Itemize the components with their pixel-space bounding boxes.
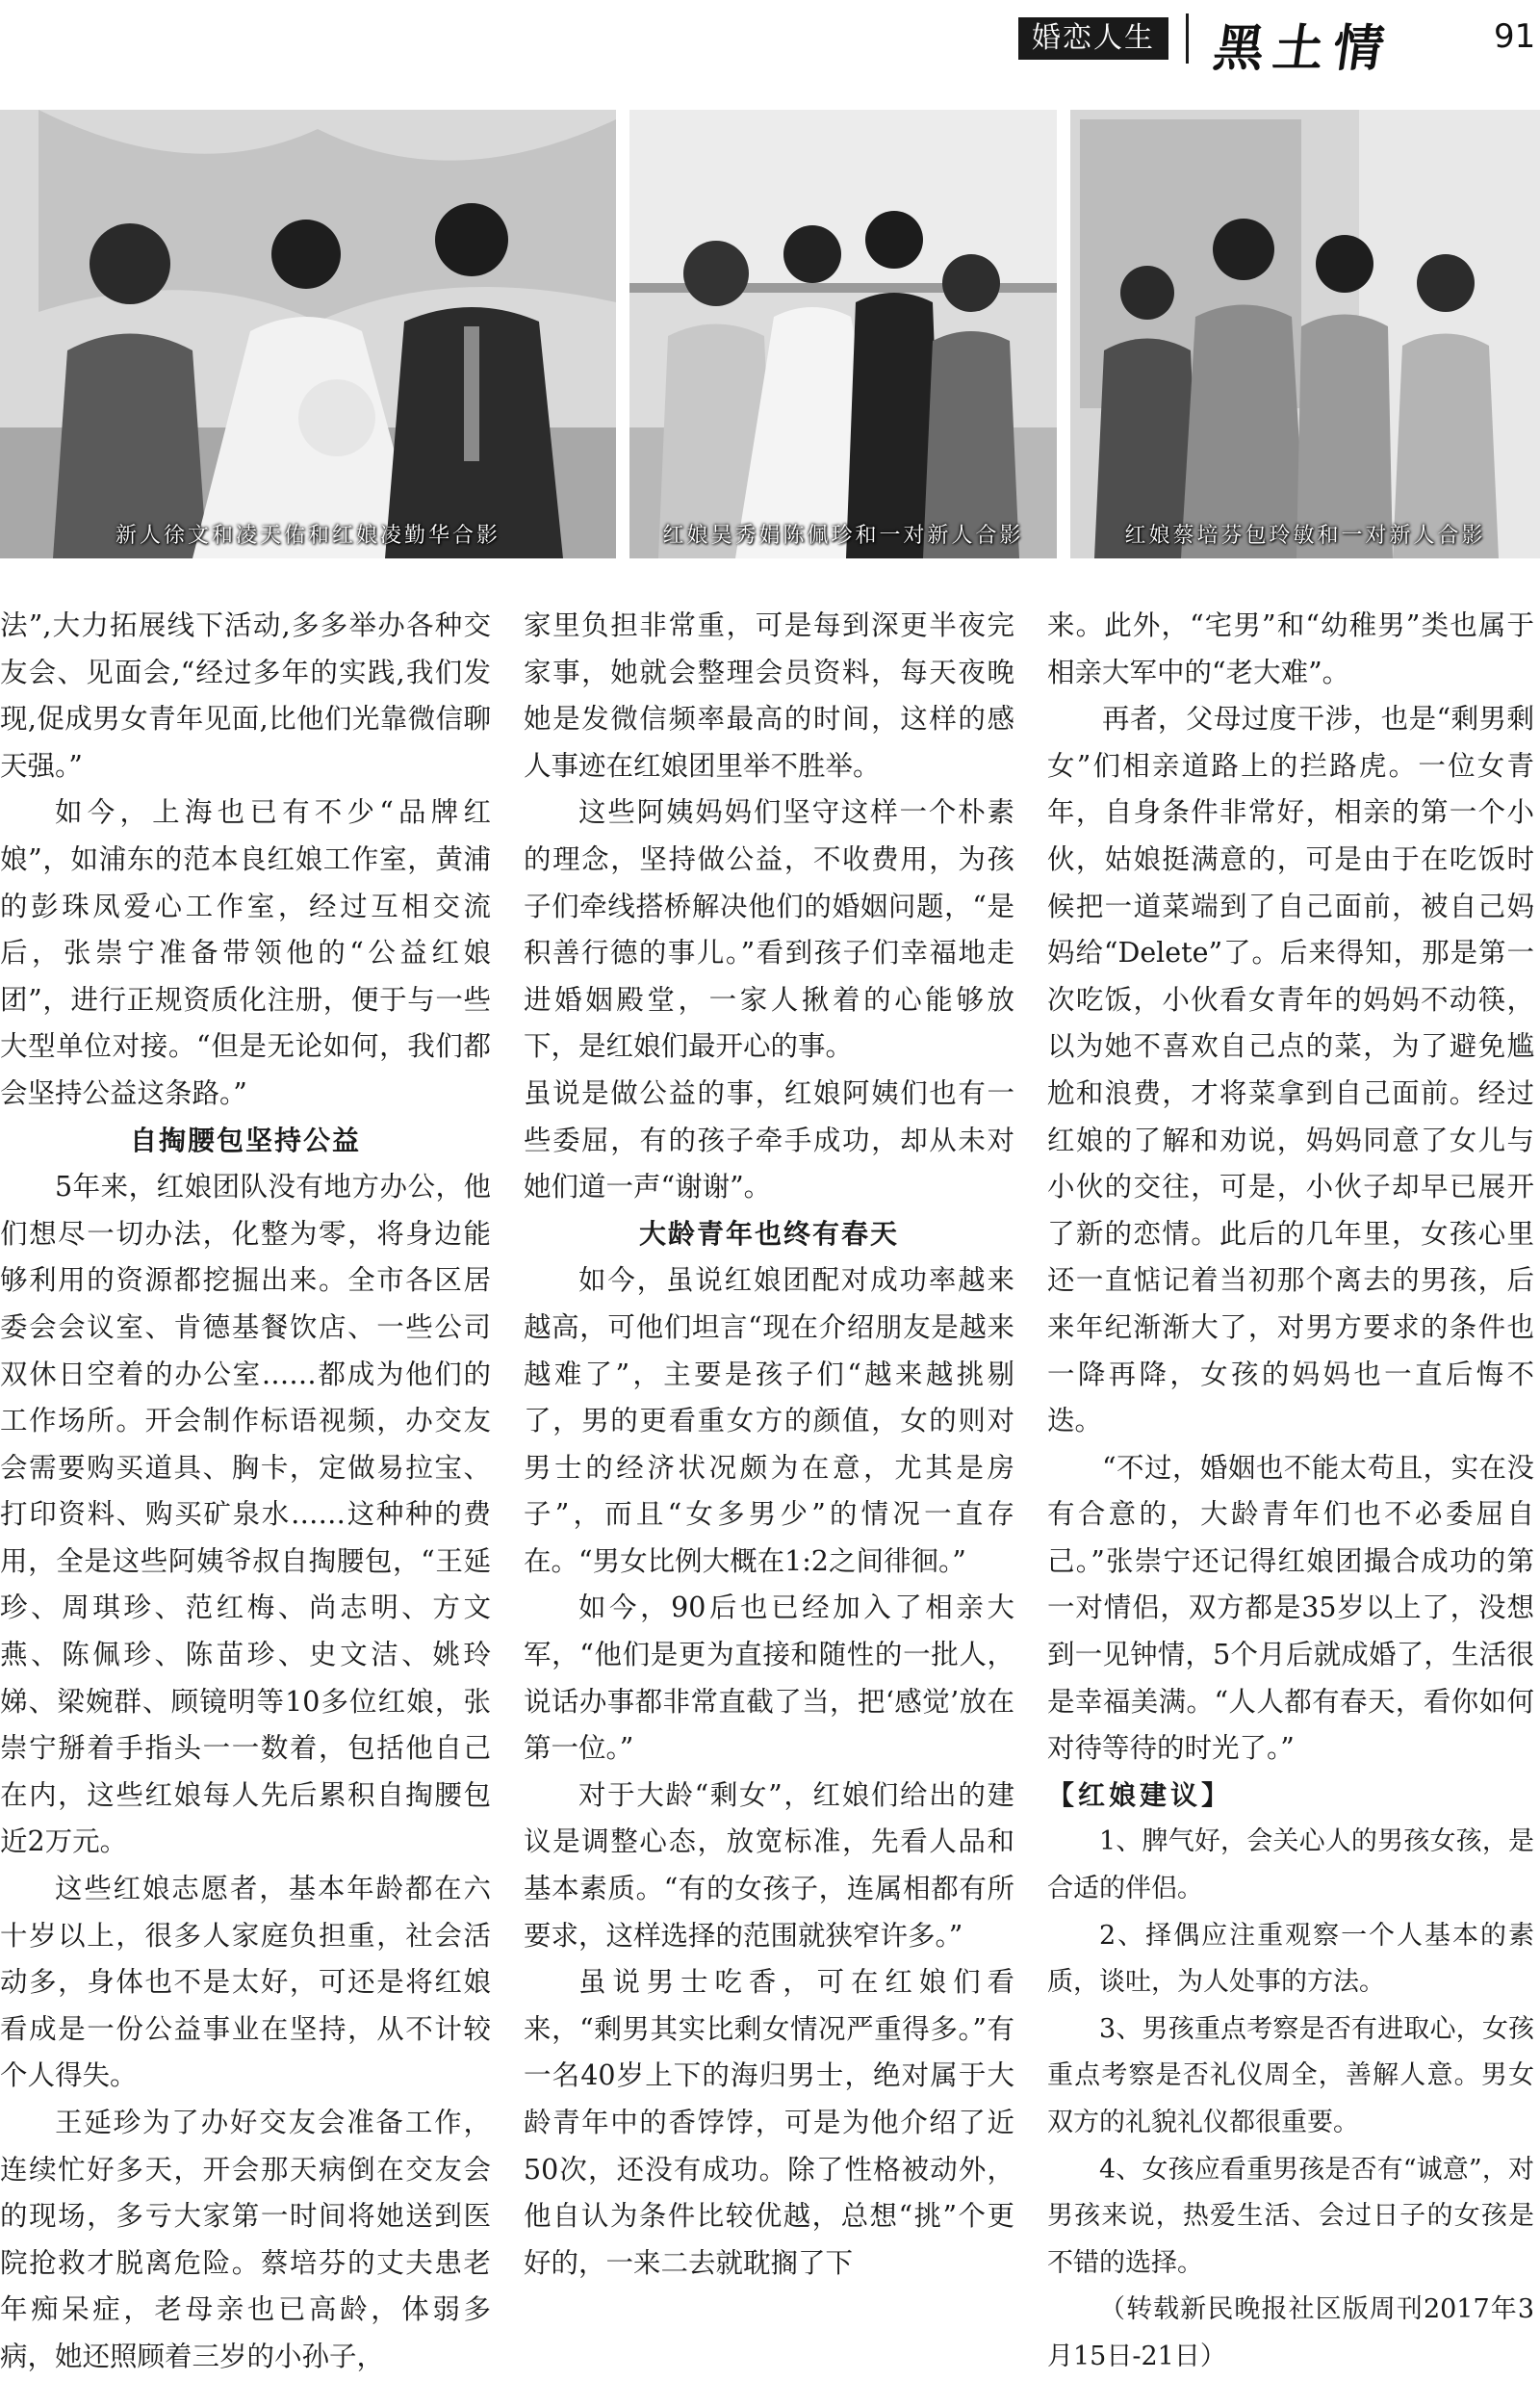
article-column-2: [524, 603, 1014, 2287]
photo-wedding-1: [0, 110, 616, 558]
photo-illustration: [1070, 110, 1540, 558]
section-heading: 大龄青年也终有春天: [638, 1217, 899, 1250]
photo-caption: 红娘吴秀娟陈佩珍和一对新人合影: [662, 524, 1024, 548]
page-number: 91: [1494, 17, 1536, 56]
photo-illustration: [0, 110, 616, 558]
header-divider: [1186, 13, 1189, 64]
paragraph: 如今，上海也已有不少“品牌红娘”，如浦东的范本良红娘工作室，黄浦的彭珠凤爱心工作室，经过互相交流后，张崇宁准备带领他的“公益红娘团”，进行正规资质化注册，便于与一些大型单位对接。“但是无论如何，我们都会坚持公益这条路。”: [0, 796, 491, 1109]
page-header: [0, 0, 1540, 77]
section-tag: 婚恋人生: [1018, 17, 1168, 60]
paragraph: “不过，婚姻也不能太苟且，实在没有合意的，大龄青年们也不必委屈自己。”张崇宁还记得红娘团撮合成功的第一对情侣，双方都是35岁以上了，没想到一见钟情，5个月后就成婚了，生活很是幸福美满。“人人都有春天，看你如何对待等待的时光了。”: [1047, 1451, 1534, 1765]
article-column-1: [0, 603, 491, 2381]
magazine-logo: 黑土情: [1210, 19, 1398, 78]
article-column-3: [1047, 603, 1534, 2381]
photo-caption: 新人徐文和凌天佑和红娘凌勤华合影: [115, 524, 500, 548]
photo-wedding-2: [629, 110, 1057, 558]
advice-item: 2、择偶应注重观察一个人基本的素质，谈吐，为人处事的方法。: [1047, 1920, 1534, 1998]
advice-list: [1047, 1819, 1534, 2380]
reprint-note: （转载新民晚报社区版周刊2017年3月15日-21日）: [1047, 2294, 1534, 2371]
paragraph: 虽说男士吃香，可在红娘们看来，“剩男其实比剩女情况严重得多。”有一名40岁上下的海归男士，绝对属于大龄青年中的香饽饽，可是为他介绍了近50次，还没有成功。除了性格被动外，他自认为条件比较优越，总想“挑”个更好的，一来二去就耽搁了下: [524, 1966, 1014, 2279]
paragraph: 来。此外，“宅男”和“幼稚男”类也属于相亲大军中的“老大难”。: [1047, 609, 1534, 688]
paragraph: 法”,大力拓展线下活动,多多举办各种交友会、见面会,“经过多年的实践,我们发现,促成男女青年见面,比他们光靠微信聊天强。”: [0, 609, 491, 782]
paragraph: 对于大龄“剩女”，红娘们给出的建议是调整心态，放宽标准，先看人品和基本素质。“有的女孩子，连属相都有所要求，这样选择的范围就狭窄许多。”: [524, 1778, 1014, 1952]
advice-item: 4、女孩应看重男孩是否有“诚意”，对男孩来说，热爱生活、会过日子的女孩是不错的选择。: [1047, 2154, 1534, 2278]
advice-item: 1、脾气好，会关心人的男孩女孩，是合适的伴侣。: [1047, 1826, 1534, 1904]
paragraph: 虽说是做公益的事，红娘阿姨们也有一些委屈，有的孩子牵手成功，却从未对她们道一声“谢谢”。: [524, 1076, 1014, 1203]
photo-caption: 红娘蔡培芬包玲敏和一对新人合影: [1124, 524, 1486, 548]
paragraph: 这些红娘志愿者，基本年龄都在六十岁以上，很多人家庭负担重，社会活动多，身体也不是太好，可还是将红娘看成是一份公益事业在坚持，从不计较个人得失。: [0, 1873, 491, 2092]
paragraph: 5年来，红娘团队没有地方办公，他们想尽一切办法，化整为零，将身边能够利用的资源都挖掘出来。全市各区居委会会议室、肯德基餐饮店、一些公司双休日空着的办公室……都成为他们的工作场所。开会制作标语视频，办交友会需要购买道具、胸卡，定做易拉宝、打印资料、购买矿泉水……这种种的费用，全是这些阿姨爷叔自掏腰包，“王延珍、周琪珍、范红梅、尚志明、方文燕、陈佩珍、陈苗珍、史文洁、姚玲娣、梁婉群、顾镜明等10多位红娘，张崇宁掰着手指头一一数着，包括他自己在内，这些红娘每人先后累积自掏腰包近2万元。: [0, 1171, 491, 1858]
paragraph: 再者，父母过度干涉，也是“剩男剩女”们相亲道路上的拦路虎。一位女青年，自身条件非常好，相亲的第一个小伙，姑娘挺满意的，可是由于在吃饭时候把一道菜端到了自己面前，被自己妈妈给“Delete”了。后来得知，那是第一次吃饭，小伙看女青年的妈妈不动筷，以为她不喜欢自己点的菜，为了避免尴尬和浪费，才将菜拿到自己面前。经过红娘的了解和劝说，妈妈同意了女儿与小伙的交往，可是，小伙子却早已展开了新的恋情。此后的几年里，女孩心里还一直惦记着当初那个离去的男孩，后来年纪渐渐大了，对男方要求的条件也一降再降，女孩的妈妈也一直后悔不迭。: [1047, 703, 1534, 1437]
paragraph: 如今，90后也已经加入了相亲大军，“他们是更为直接和随性的一批人，说话办事都非常直截了当，把‘感觉’放在第一位。”: [524, 1592, 1014, 1765]
photo-illustration: [629, 110, 1057, 558]
paragraph: 王延珍为了办好交友会准备工作，连续忙好多天，开会那天病倒在交友会的现场，多亏大家第一时间将她送到医院抢救才脱离危险。蔡培芬的丈夫患老年痴呆症，老母亲也已高龄，体弱多病，她还照顾着三岁的小孙子，: [0, 2107, 491, 2372]
advice-item: 3、男孩重点考察是否有进取心，女孩重点考察是否礼仪周全，善解人意。男女双方的礼貌礼仪都很重要。: [1047, 2013, 1534, 2137]
section-heading: 自掏腰包坚持公益: [129, 1124, 361, 1156]
paragraph: 这些阿姨妈妈们坚守这样一个朴素的理念，坚持做公益，不收费用，为孩子们牵线搭桥解决他们的婚姻问题，“是积善行德的事儿。”看到孩子们幸福地走进婚姻殿堂，一家人揪着的心能够放下，是红娘们最开心的事。: [524, 796, 1014, 1063]
paragraph: 如今，虽说红娘团配对成功率越来越高，可他们坦言“现在介绍朋友是越来越难了”，主要是孩子们“越来越挑剔了，男的更看重女方的颜值，女的则对男士的经济状况颇为在意，尤其是房子”，而且“女多男少”的情况一直存在。“男女比例大概在1:2之间徘徊。”: [524, 1264, 1014, 1577]
advice-heading: 【红娘建议】: [1047, 1778, 1233, 1811]
paragraph: 家里负担非常重，可是每到深更半夜完家事，她就会整理会员资料，每天夜晚她是发微信频率最高的时间，这样的感人事迹在红娘团里举不胜举。: [524, 609, 1014, 782]
photo-wedding-3: [1070, 110, 1540, 558]
